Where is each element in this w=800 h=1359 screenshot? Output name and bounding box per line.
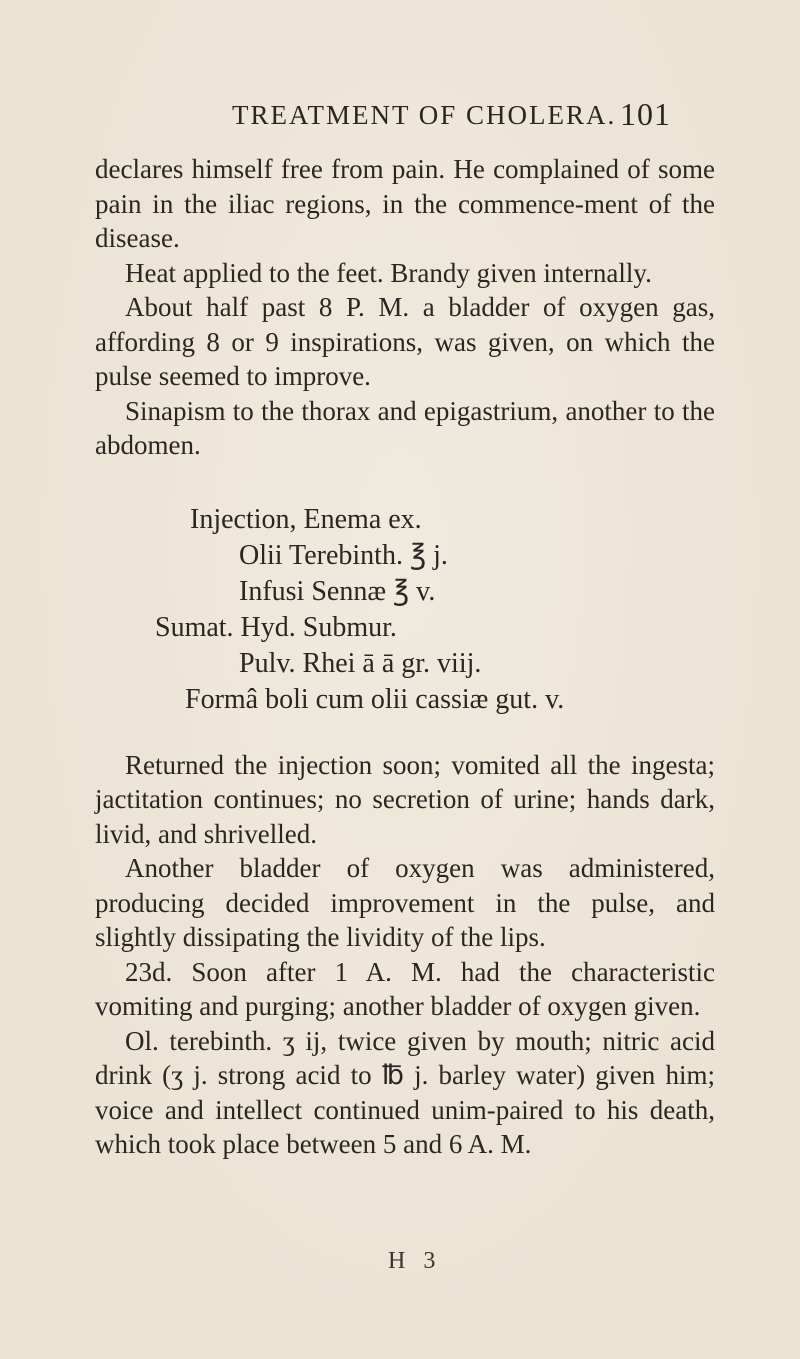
page-number: 101: [620, 96, 671, 132]
paragraph-injection-returned: Returned the injection soon; vomited all the ingesta; jactitation continues; no secretion of urine; hands dark, livid, and shrivelled.: [95, 749, 715, 849]
signature-mark: H 3: [388, 1248, 442, 1274]
prescription-line: Infusi Sennæ ℥ v.: [239, 575, 436, 607]
paragraph-continuation: declares himself free from pain. He complained of some pain in the iliac regions, in the commence-ment of the disease.: [95, 154, 715, 253]
body-text: [95, 152, 715, 1162]
paragraph-terebinth: Ol. terebinth. ʒ ij, twice given by mouth; nitric acid drink (ʒ j. strong acid to ℔ j. barley water) given him; voice and intellect continued unim-paired to his death, which took place between 5 and 6 A. M.: [95, 1025, 715, 1159]
paragraph-23d: 23d. Soon after 1 A. M. had the characteristic vomiting and purging; another bladder of oxygen given.: [95, 956, 715, 1021]
paragraph-oxygen-second: Another bladder of oxygen was administered, producing decided improvement in the pulse, and slightly dissipating the lividity of the lips.: [95, 853, 715, 952]
prescription-line: Injection, Enema ex.: [190, 503, 422, 535]
prescription-line: Pulv. Rhei ā ā gr. viij.: [239, 647, 482, 679]
paragraph-sinapism: Sinapism to the thorax and epigastrium, another to the abdomen.: [95, 395, 715, 460]
running-head: [232, 96, 712, 140]
prescription-line: Formâ boli cum olii cassiæ gut. v.: [185, 683, 565, 715]
prescription-block: [95, 503, 715, 723]
later-paragraphs: [95, 748, 715, 1162]
paragraph-heat-brandy: Heat applied to the feet. Brandy given internally.: [125, 257, 652, 288]
prescription-line: Olii Terebinth. ℥ j.: [239, 539, 448, 571]
paragraph-oxygen-first: About half past 8 P. M. a bladder of oxygen gas, affording 8 or 9 inspirations, was given, on which the pulse seemed to improve.: [95, 292, 715, 391]
prescription-line: Sumat. Hyd. Submur.: [155, 611, 397, 643]
running-head-title: TREATMENT OF CHOLERA.: [232, 100, 617, 130]
